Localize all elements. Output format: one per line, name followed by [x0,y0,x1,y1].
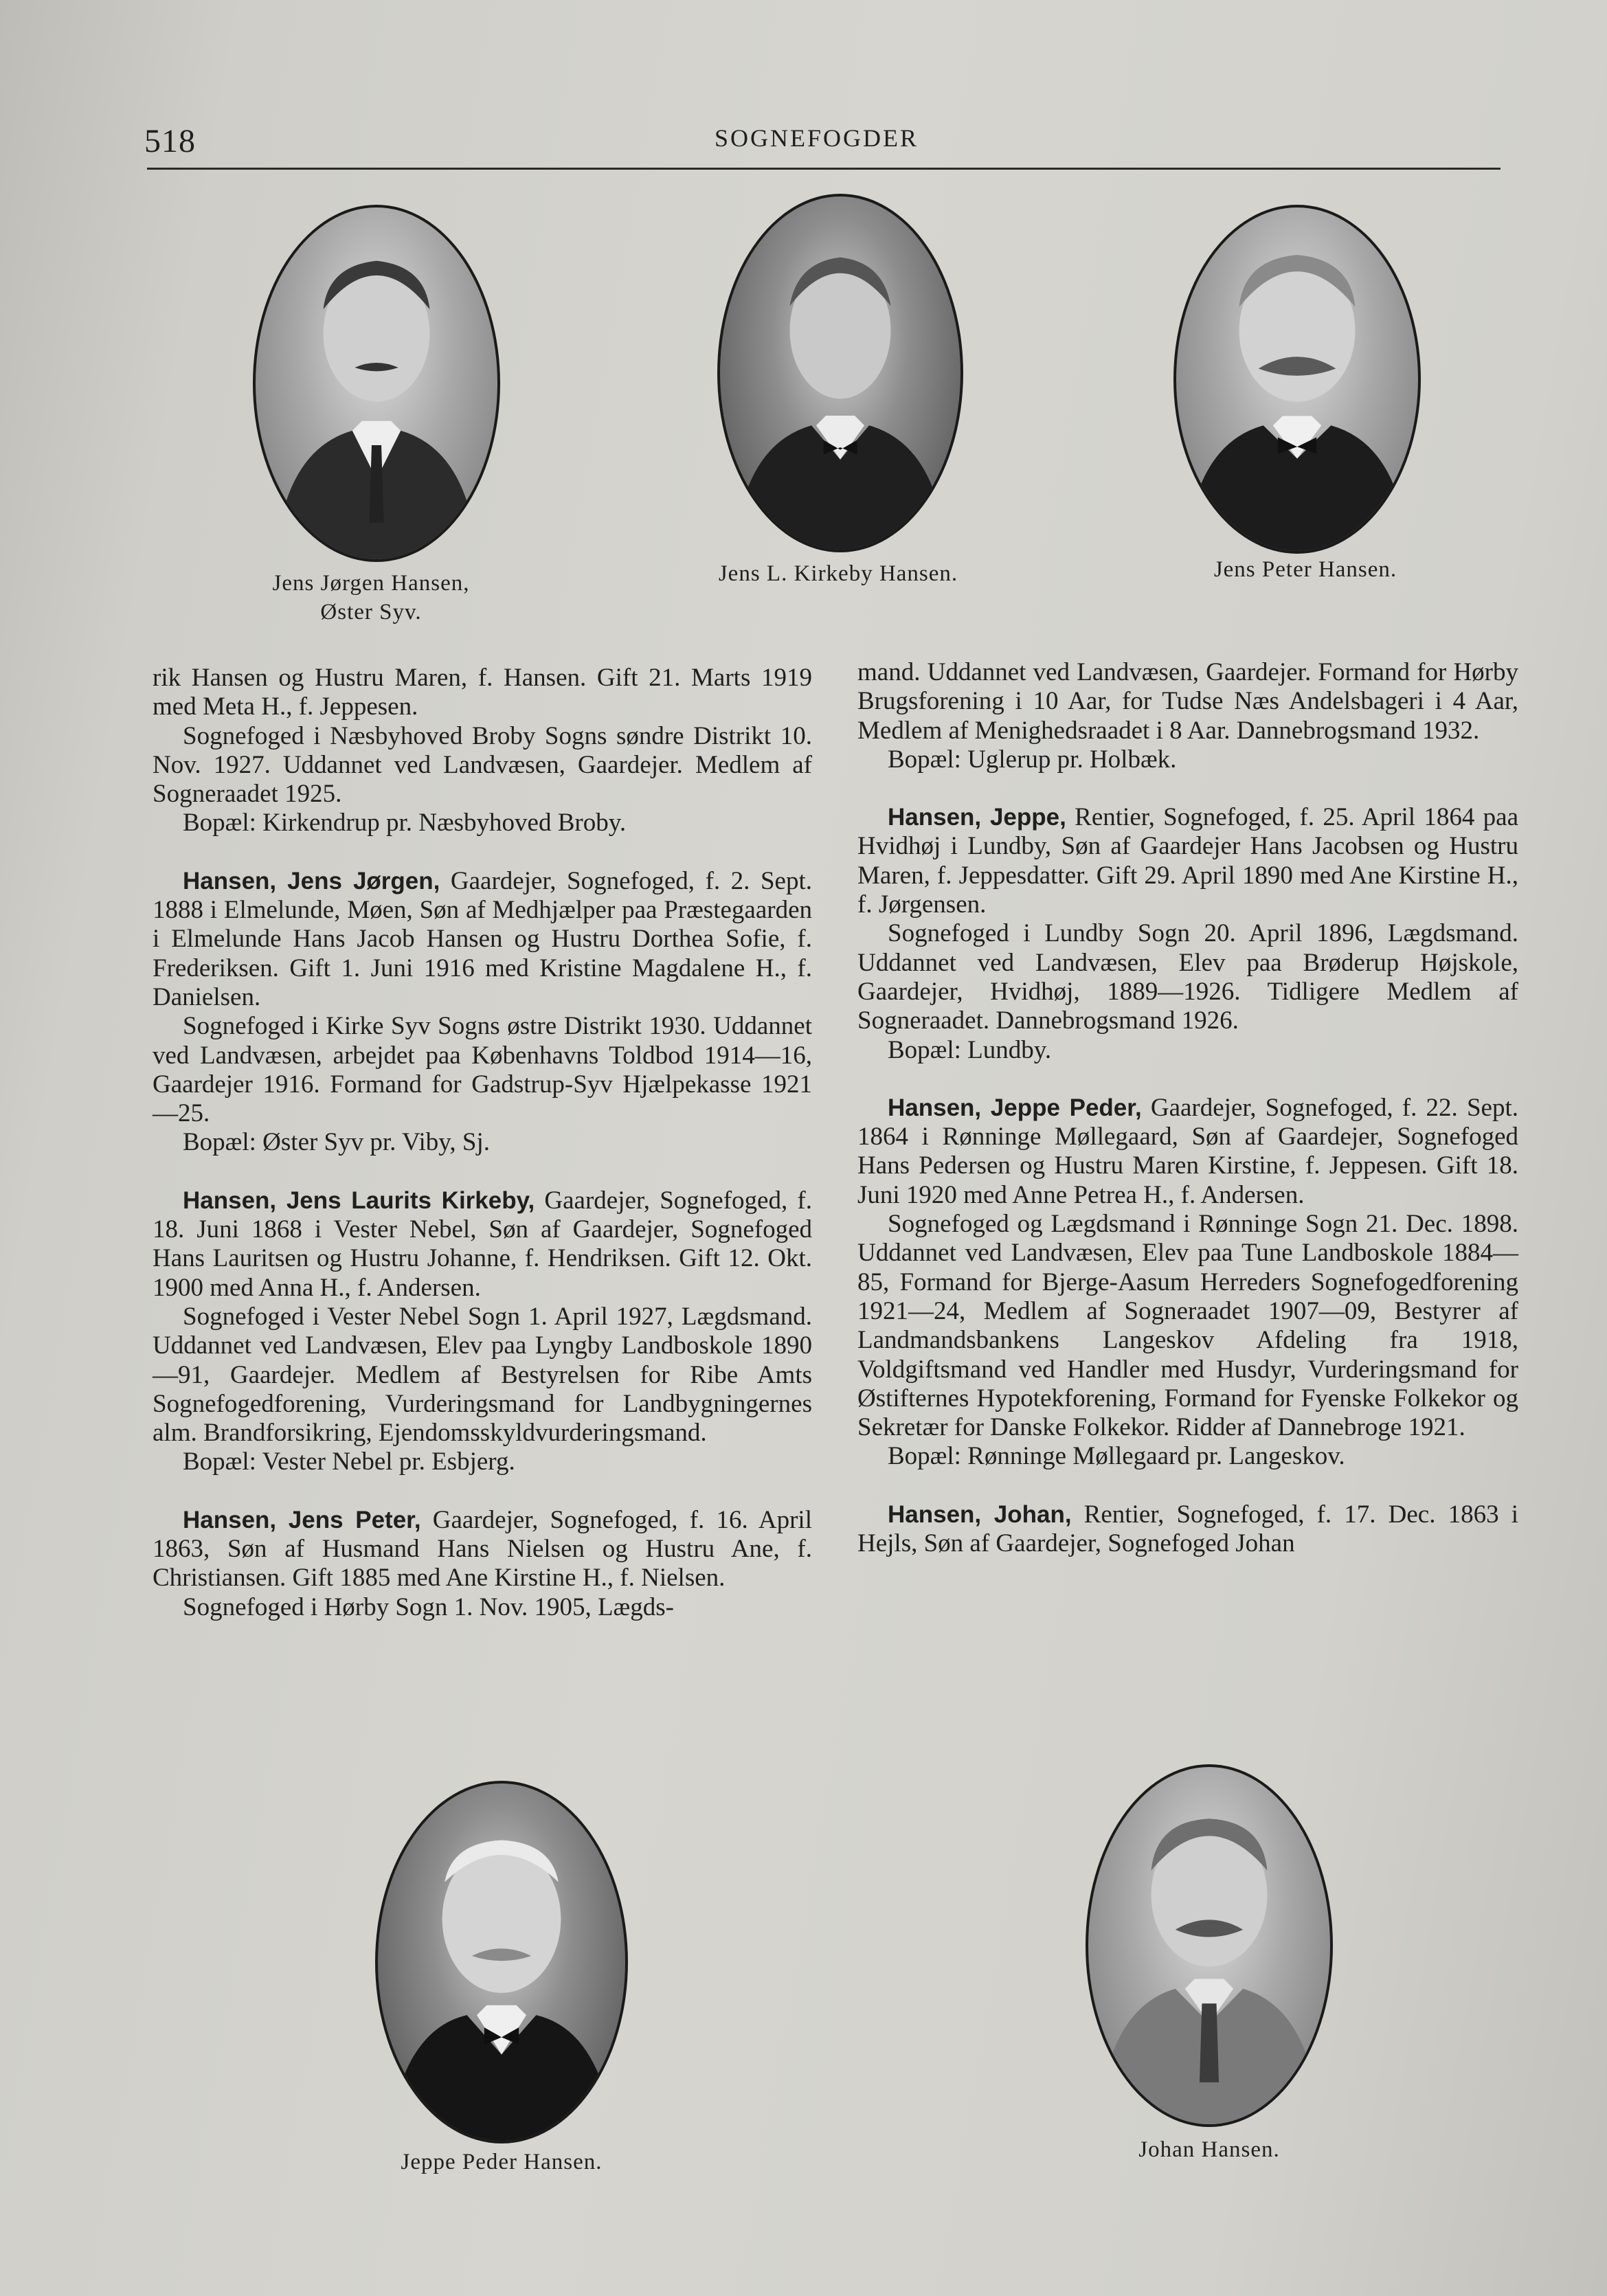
entry-paragraph [153,867,812,1012]
portrait-figure [256,207,497,559]
entry-paragraph: Sognefoged i Hørby Sogn 1. Nov. 1905, Lægds- [183,1592,674,1621]
entry-paragraph: Sognefoged i Vester Nebel Sogn 1. April 1927, Lægdsmand. Uddannet ved Landvæsen, Elev paa Lyngby Landboskole 1890—91, Gaardejer. Medlem af Bestyrelsen for Ribe Amts Sognefogedforening, Vurderingsmand for Landbygningernes alm. Brandforsikring, Ejendomsskyldvurderingsmand. [153,1302,812,1448]
entry-address: Bopæl: Øster Syv pr. Viby, Sj. [183,1128,490,1157]
entry-name: Hansen, Jeppe Peder, [888,1094,1142,1121]
entry-text: Gaardejer, Sognefoged, f. 18. Juni 1868 i Vester Nebel, Søn af Gaardejer, Sognefoged Hans Lauritsen og Hustru Johanne, f. Hendriksen. Gift 12. Okt. 1900 med Anna H., f. Andersen. [153,1186,812,1302]
portrait-photo [1173,205,1421,554]
entry-paragraph [857,803,1518,919]
entry-address: Bopæl: Rønninge Møllegaard pr. Langeskov. [888,1442,1345,1471]
portrait-caption: Jens L. Kirkeby Hansen. [718,561,958,586]
portrait-caption: Jeppe Peder Hansen. [401,2150,603,2174]
running-head: SOGNEFOGDER [715,124,919,152]
entry-address: Bopæl: Vester Nebel pr. Esbjerg. [183,1448,515,1476]
entry-name: Hansen, Jeppe, [888,804,1066,831]
entry-address: Bopæl: Lundby. [888,1035,1052,1064]
entry-text: Gaardejer, Sognefoged, f. 22. Sept. 1864 i Rønninge Møllegaard, Søn af Gaardejer, Sognefoged Hans Pedersen og Hustru Maren Kirstine, f. Jeppesen. Gift 18. Juni 1920 med Anne Petrea H., f. Andersen. [857,1093,1519,1209]
entry-address: Bopæl: Kirkendrup pr. Næsbyhoved Broby. [183,809,627,837]
portrait-photo [717,194,963,552]
entry-paragraph: Sognefoged og Lægdsmand i Rønninge Sogn 21. Dec. 1898. Uddannet ved Landvæsen, Elev paa Tune Landboskole 1884—85, Formand for Bjerge-Aasum Herreders Sognefogedforening 1921—24, Medlem af Sogneraadet 1907—09, Bestyrer af Landmandsbankens Langeskov Afdeling fra 1918, Voldgiftsmand ved Handler med Husdyr, Vurderingsmand for Østifternes Hypotekforening, Formand for Fyenske Folkekor og Sekretær for Danske Folkekor. Ridder af Dannebroge 1921. [857,1210,1518,1442]
right-column [857,658,1518,1558]
page-number: 518 [144,123,196,159]
left-column [153,664,812,1622]
portrait-figure [720,196,960,550]
caption-line: Øster Syv. [320,600,422,624]
caption-line: Jens Jørgen Hansen, [272,571,470,596]
entry-continuation: mand. Uddannet ved Landvæsen, Gaardejer. Formand for Hørby Brugsforening i 10 Aar, for Tudse Næs Andelsbageri i 4 Aar, Medlem af Menighedsraadet i 8 Aar. Dannebrogsmand 1932. [857,658,1518,745]
entry-text: Rentier, Sognefoged, f. 17. Dec. 1863 i Hejls, Søn af Gaardejer, Sognefoged Johan [857,1500,1518,1558]
entry-paragraph [153,1506,812,1593]
entry-paragraph [153,1186,812,1303]
entry-paragraph: Sognefoged i Lundby Sogn 20. April 1896, Lægdsmand. Uddannet ved Landvæsen, Elev paa Brøderup Højskole, Gaardejer, Hvidhøj, 1889—1926. Tidligere Medlem af Sogneraadet. Dannebrogsmand 1926. [857,919,1518,1035]
entry-paragraph: Sognefoged i Kirke Syv Sogns østre Distrikt 1930. Uddannet ved Landvæsen, arbejdet paa Københavns Toldbod 1914—16, Gaardejer 1916. Formand for Gadstrup-Syv Hjælpekasse 1921—25. [153,1012,812,1128]
header-rule [147,168,1501,170]
page-header [144,115,1501,170]
portrait-photo [253,205,500,562]
entry-paragraph [857,1094,1518,1210]
portrait-caption [227,569,515,627]
entry-text: Rentier, Sognefoged, f. 25. April 1864 paa Hvidhøj i Lundby, Søn af Gaardejer Hans Jacobsen og Hustru Maren, f. Jeppesdatter. Gift 29. April 1890 med Ane Kirstine H., f. Jørgensen. [857,803,1518,919]
portrait-caption: Johan Hansen. [1138,2137,1280,2162]
portrait-photo [375,1781,628,2143]
entry-name: Hansen, Johan, [888,1500,1072,1528]
portrait-figure [378,1783,625,2141]
entry-address: Bopæl: Uglerup pr. Holbæk. [888,745,1177,774]
entry-name: Hansen, Jens Laurits Kirkeby, [183,1186,535,1214]
portrait-caption: Jens Peter Hansen. [1213,557,1397,582]
portrait-figure [1176,207,1418,551]
portrait-photo [1086,1764,1333,2127]
entry-name: Hansen, Jens Jørgen, [183,867,440,894]
portrait-figure [1088,1767,1330,2124]
entry-paragraph [857,1500,1518,1559]
entry-text: Gaardejer, Sognefoged, f. 2. Sept. 1888 i Elmelunde, Møen, Søn af Medhjælper paa Præstegaarden i Elmelunde Hans Jacob Hansen og Hustru Dorthea Sofie, f. Frederiksen. Gift 1. Juni 1916 med Kristine Magdalene H., f. Danielsen. [153,866,812,1011]
entry-text: Gaardejer, Sognefoged, f. 16. April 1863, Søn af Husmand Hans Nielsen og Hustru Ane, f. Christiansen. Gift 1885 med Ane Kirstine H., f. Nielsen. [153,1505,812,1592]
entry-continuation: rik Hansen og Hustru Maren, f. Hansen. Gift 21. Marts 1919 med Meta H., f. Jeppesen. [153,664,812,721]
entry-paragraph: Sognefoged i Næsbyhoved Broby Sogns søndre Distrikt 10. Nov. 1927. Uddannet ved Landvæsen, Gaardejer. Medlem af Sogneraadet 1925. [153,721,812,809]
entry-name: Hansen, Jens Peter, [183,1506,421,1533]
